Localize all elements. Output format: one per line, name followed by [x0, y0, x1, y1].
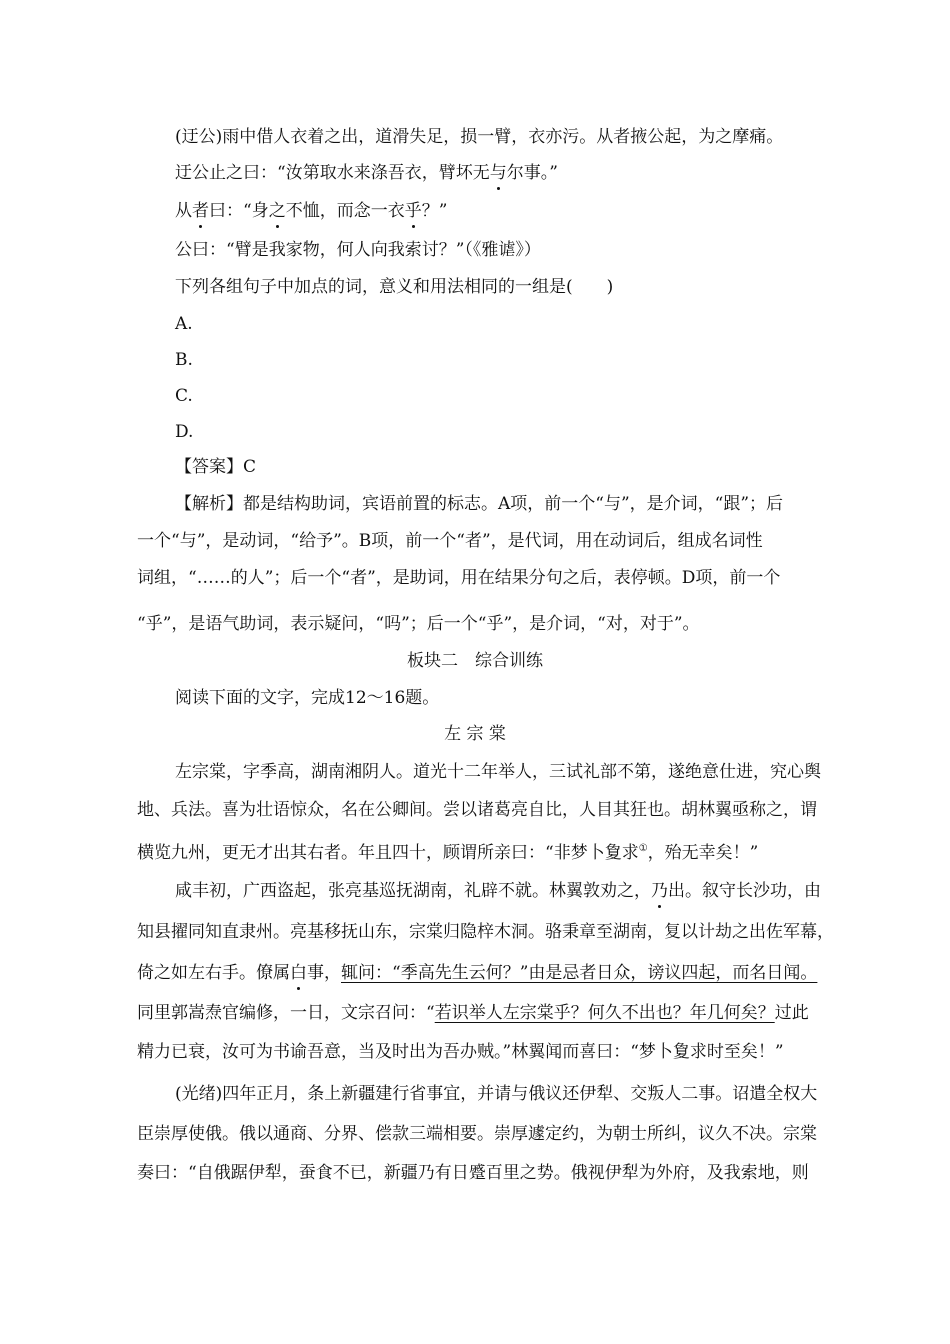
analysis-line-3: 词组，“……的人”；后一个“者”，是助词，用在结果分句之后，表停顿。D项，前一个 — [137, 568, 781, 588]
dotted-word: 者 — [192, 201, 209, 221]
text: ，殆无幸矣！” — [647, 843, 759, 863]
dotted-word: 与 — [489, 163, 507, 183]
story-line-3 — [175, 200, 950, 222]
article-line — [137, 962, 950, 984]
text: 横览九州，更无才出其右者。年且四十，顾谓所亲曰：“非梦卜夐求 — [137, 843, 639, 863]
section-instruction: 阅读下面的文字，完成12～16题。 — [175, 688, 440, 708]
article-line — [137, 1002, 950, 1024]
footnote-marker: ① — [638, 843, 648, 854]
underlined-sentence: 辄问：“季高先生云何？”由是忌者日众，谤议四起，而名日闻。 — [341, 963, 818, 983]
article-line: 知县擢同知直隶州。亮基移抚山东，宗棠归隐梓木洞。骆秉章至湖南，复以计劫之出佐军幕， — [137, 922, 834, 942]
article-line: 奏曰：“自俄踞伊犁，蚕食不已，新疆乃有日蹙百里之势。俄视伊犁为外府，及我索地，则 — [137, 1163, 809, 1183]
analysis-line-1: 【解析】都是结构助词，宾语前置的标志。A项，前一个“与”，是介词，“跟”；后 — [175, 494, 784, 514]
dotted-word: 之 — [268, 201, 286, 221]
analysis-line-2: 一个“与”，是动词，“给予”。B项，前一个“者”，是代词，用在动词后，组成名词性 — [137, 531, 763, 551]
answer-label: 【答案】C — [175, 457, 257, 477]
article-line: 精力已衰，汝可为书谕吾意，当及时出为吾办贼。”林翼闻而喜曰：“梦卜夐求时至矣！” — [137, 1042, 784, 1062]
article-line: 地、兵法。喜为壮语惊众，名在公卿间。尝以诸葛亮自比，人目其狂也。胡林翼亟称之，谓 — [137, 800, 817, 820]
dotted-word: 乎 — [404, 201, 422, 221]
text: 曰：“身 — [209, 201, 269, 221]
underlined-sentence: 若识举人左宗棠乎？何久不出也？年几何矣？ — [434, 1003, 775, 1023]
text: 不恤，而念一衣 — [285, 201, 405, 221]
option-a: A. — [175, 314, 193, 334]
option-c: C. — [175, 386, 193, 406]
article-line: (光绪)四年正月，条上新疆建行省事宜，并请与俄议还伊犁、交叛人二事。诏遣全权大 — [175, 1084, 818, 1104]
text: 事， — [307, 963, 341, 983]
story-line-2 — [175, 162, 950, 184]
text: 出。叙守长沙功，由 — [668, 881, 821, 901]
article-line: 臣崇厚使俄。俄以通商、分界、偿款三端相要。崇厚遽定约，为朝士所纠，议久不决。宗棠 — [137, 1124, 817, 1144]
story-line-1: (迂公)雨中借人衣着之出，道滑失足，损一臂，衣亦污。从者掖公起，为之摩痛。 — [175, 127, 784, 147]
article-line — [175, 880, 950, 902]
story-line-4: 公曰：“臂是我家物，何人向我索讨？”（《雅谑》） — [175, 240, 541, 260]
question-stem: 下列各组句子中加点的词，意义和用法相同的一组是( ) — [175, 277, 614, 297]
text: 倚之如左右手。僚属 — [137, 963, 290, 983]
text: 迂公止之曰：“汝第取水来涤吾衣，臂坏无 — [175, 163, 490, 183]
option-b: B. — [175, 350, 193, 370]
dotted-word: 乃 — [651, 881, 668, 901]
text: 过此 — [774, 1003, 809, 1023]
section-title: 板块二 综合训练 — [407, 651, 543, 671]
text: 尔事。” — [506, 163, 558, 183]
text: 从 — [175, 201, 192, 221]
analysis-line-4: “乎”，是语气助词，表示疑问，“吗”；后一个“乎”，是介词，“对，对于”。 — [137, 614, 700, 634]
text: 咸丰初，广西盗起，张亮基巡抚湖南，礼辟不就。林翼敦劝之， — [175, 881, 651, 901]
article-line: 左宗棠，字季高，湖南湘阴人。道光十二年举人，三试礼部不第，遂绝意仕进，究心舆 — [175, 762, 821, 782]
option-d: D. — [175, 422, 194, 442]
text: 同里郭嵩焘官编修，一日，文宗召问：“ — [137, 1003, 435, 1023]
article-line — [137, 838, 950, 864]
dotted-word: 白 — [290, 963, 307, 983]
article-title: 左 宗 棠 — [444, 724, 506, 744]
text: ？” — [421, 201, 448, 221]
